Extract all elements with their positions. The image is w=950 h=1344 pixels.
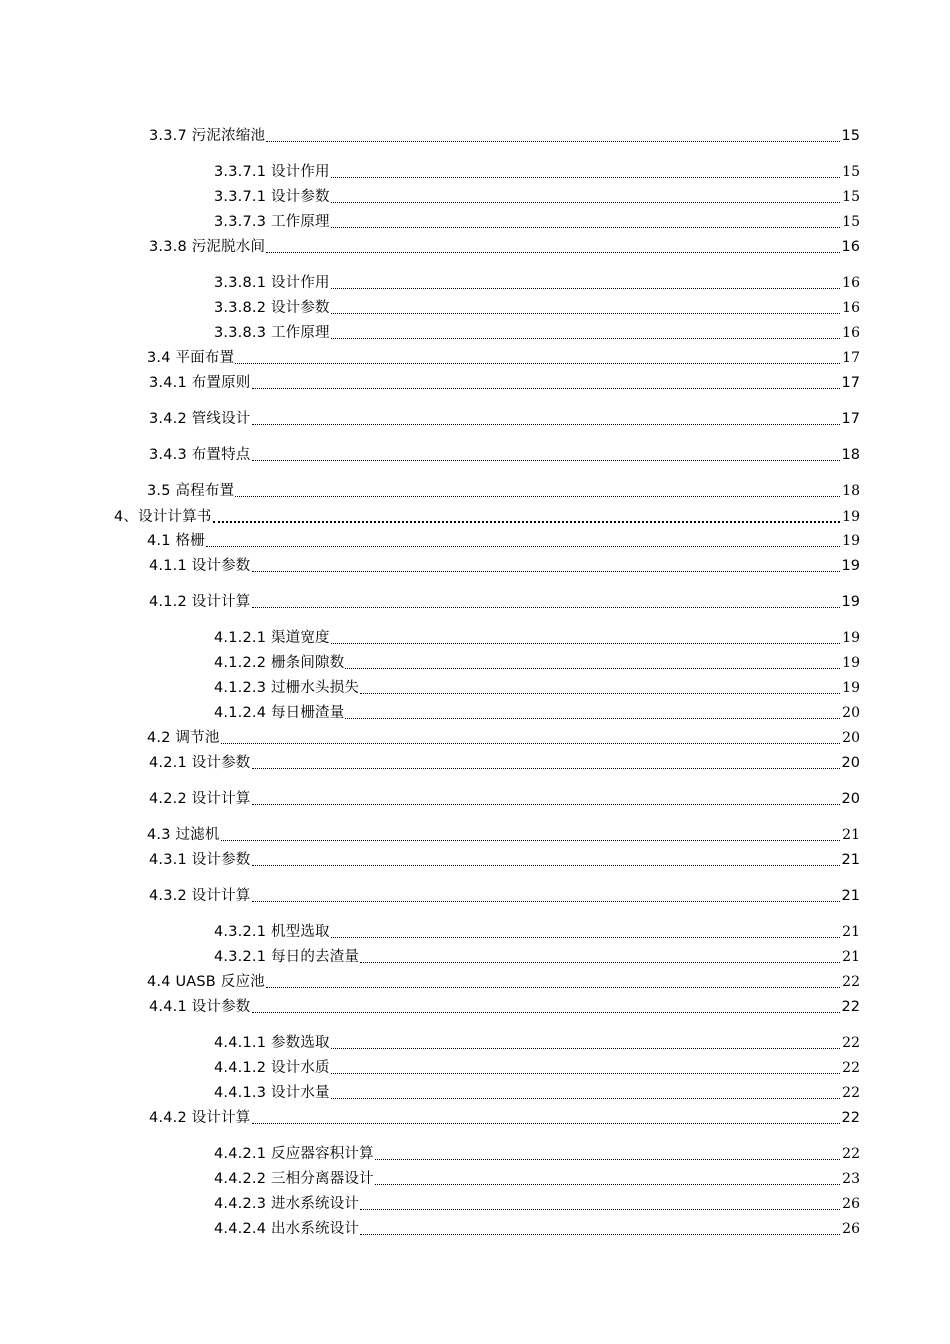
toc-entry-label: 3.3.8 污泥脱水间 xyxy=(149,239,266,255)
dot-leader xyxy=(252,571,840,572)
toc-entry-page: 17 xyxy=(841,375,860,391)
dot-leader xyxy=(235,363,840,364)
toc-entry-page: 15 xyxy=(842,214,860,230)
dot-leader xyxy=(252,424,840,425)
dot-leader xyxy=(331,227,840,228)
toc-entry-3-3-7[interactable] xyxy=(149,125,860,147)
toc-entry-label: 4.1 格栅 xyxy=(147,533,205,549)
dot-leader xyxy=(221,840,841,841)
toc-entry-4-2[interactable] xyxy=(147,727,860,749)
toc-entry-4-4-1-3[interactable] xyxy=(214,1082,860,1104)
toc-entry-4-3-2[interactable] xyxy=(149,885,860,907)
toc-entry-label: 3.3.7.3 工作原理 xyxy=(214,214,330,230)
dot-leader xyxy=(252,804,840,805)
toc-entry-label: 3.4.3 布置特点 xyxy=(149,447,251,463)
toc-entry-page: 19 xyxy=(842,630,860,646)
toc-entry-page: 21 xyxy=(842,924,860,940)
toc-entry-label: 3.5 高程布置 xyxy=(147,483,235,499)
toc-entry-4-3[interactable] xyxy=(147,824,860,846)
dot-leader xyxy=(252,460,840,461)
dot-leader xyxy=(252,607,840,608)
toc-entry-4-4[interactable] xyxy=(147,971,860,993)
dot-leader xyxy=(252,1012,840,1013)
toc-entry-4-1-2[interactable] xyxy=(149,591,860,613)
toc-entry-label: 4.4.1 设计参数 xyxy=(149,999,251,1015)
toc-entry-page: 22 xyxy=(841,1110,860,1126)
toc-entry-label: 4.4.2.2 三相分离器设计 xyxy=(214,1171,374,1187)
toc-entry-page: 19 xyxy=(842,533,860,549)
toc-entry-label: 4.4.1.2 设计水质 xyxy=(214,1060,330,1076)
toc-entry-label: 4.1.2.1 渠道宽度 xyxy=(214,630,330,646)
toc-entry-label: 4.4.1.1 参数选取 xyxy=(214,1035,330,1051)
toc-entry-page: 19 xyxy=(841,594,860,610)
toc-entry-4-3-1[interactable] xyxy=(149,849,860,871)
toc-entry-page: 18 xyxy=(842,483,860,499)
toc-entry-3-3-7-1[interactable] xyxy=(214,161,860,183)
dot-leader xyxy=(331,338,840,339)
toc-entry-label: 4.1.2.2 栅条间隙数 xyxy=(214,655,345,671)
toc-entry-3-3-7-3[interactable] xyxy=(214,211,860,233)
toc-entry-label: 4.3.2.1 机型选取 xyxy=(214,924,330,940)
dot-leader xyxy=(345,718,840,719)
toc-entry-3-4[interactable] xyxy=(147,347,860,369)
toc-entry-label: 3.4.2 管线设计 xyxy=(149,411,251,427)
toc-entry-page: 21 xyxy=(842,949,860,965)
dot-leader xyxy=(360,693,840,694)
toc-entry-label: 3.3.8.3 工作原理 xyxy=(214,325,330,341)
toc-entry-page: 22 xyxy=(841,999,860,1015)
toc-entry-4-4-1[interactable] xyxy=(149,996,860,1018)
dot-leader xyxy=(345,668,840,669)
toc-entry-label: 4.3.2.1 每日的去渣量 xyxy=(214,949,360,965)
toc-entry-4-3-2-1[interactable] xyxy=(214,921,860,943)
toc-entry-3-4-2[interactable] xyxy=(149,408,860,430)
toc-entry-page: 15 xyxy=(842,189,860,205)
toc-entry-4-2-1[interactable] xyxy=(149,752,860,774)
toc-entry-label: 4.1.1 设计参数 xyxy=(149,558,251,574)
dot-leader xyxy=(360,962,840,963)
toc-entry-label: 4.1.2.4 每日栅渣量 xyxy=(214,705,345,721)
toc-entry-4-4-2-1[interactable] xyxy=(214,1143,860,1165)
toc-entry-4-2-2[interactable] xyxy=(149,788,860,810)
toc-entry-page: 17 xyxy=(842,350,860,366)
toc-entry-page: 19 xyxy=(842,655,860,671)
toc-entry-label: 4.4.2.4 出水系统设计 xyxy=(214,1221,360,1237)
toc-entry-label: 4.1.2 设计计算 xyxy=(149,594,251,610)
toc-entry-4-4-1-2[interactable] xyxy=(214,1057,860,1079)
dot-leader xyxy=(331,177,840,178)
toc-entry-4-1-2-2[interactable] xyxy=(214,652,860,674)
toc-entry-label: 3.4 平面布置 xyxy=(147,350,235,366)
dot-leader xyxy=(331,1098,840,1099)
dot-leader xyxy=(331,1048,840,1049)
dot-leader xyxy=(360,1234,840,1235)
toc-entry-label: 4.4.1.3 设计水量 xyxy=(214,1085,330,1101)
toc-entry-4-4-2-4[interactable] xyxy=(214,1218,860,1240)
toc-entry-page: 20 xyxy=(842,705,860,721)
dot-leader xyxy=(252,388,840,389)
toc-entry-label: 4.4.2.3 进水系统设计 xyxy=(214,1196,360,1212)
toc-entry-3-3-8[interactable] xyxy=(149,236,860,258)
toc-entry-label: 4.3.1 设计参数 xyxy=(149,852,251,868)
toc-entry-page: 19 xyxy=(842,509,860,525)
dot-leader xyxy=(331,643,840,644)
toc-entry-page: 21 xyxy=(841,888,860,904)
toc-entry-label: 4、设计计算书 xyxy=(114,509,212,525)
toc-entry-page: 19 xyxy=(841,558,860,574)
dot-leader xyxy=(252,1123,840,1124)
toc-entry-label: 3.3.8.2 设计参数 xyxy=(214,300,330,316)
toc-entry-4-4-2[interactable] xyxy=(149,1107,860,1129)
toc-entry-3-3-8-2[interactable] xyxy=(214,297,860,319)
toc-entry-4-1-2-4[interactable] xyxy=(214,702,860,724)
toc-entry-page: 16 xyxy=(842,325,860,341)
toc-entry-label: 3.3.8.1 设计作用 xyxy=(214,275,330,291)
toc-entry-label: 4.4 UASB 反应池 xyxy=(147,974,265,990)
toc-entry-3-3-7-1b[interactable] xyxy=(214,186,860,208)
dot-leader xyxy=(331,313,840,314)
dot-leader xyxy=(331,1073,840,1074)
toc-entry-label: 4.2.2 设计计算 xyxy=(149,791,251,807)
toc-entry-page: 23 xyxy=(842,1171,860,1187)
toc-entry-label: 4.1.2.3 过栅水头损失 xyxy=(214,680,360,696)
dot-leader xyxy=(266,252,839,253)
toc-entry-3-4-3[interactable] xyxy=(149,444,860,466)
toc-entry-page: 22 xyxy=(842,974,860,990)
toc-entry-page: 15 xyxy=(841,128,860,144)
toc-entry-label: 4.4.2.1 反应器容积计算 xyxy=(214,1146,374,1162)
dot-leader xyxy=(235,496,840,497)
toc-entry-page: 26 xyxy=(842,1221,860,1237)
toc-entry-label: 3.3.7.1 设计参数 xyxy=(214,189,330,205)
dot-leader xyxy=(331,937,840,938)
toc-entry-label: 4.2.1 设计参数 xyxy=(149,755,251,771)
toc-entry-page: 21 xyxy=(841,852,860,868)
dot-leader xyxy=(252,865,840,866)
toc-entry-page: 20 xyxy=(842,730,860,746)
toc-entry-label: 4.4.2 设计计算 xyxy=(149,1110,251,1126)
dot-leader xyxy=(252,901,840,902)
dot-leader xyxy=(206,546,840,547)
toc-entry-page: 20 xyxy=(841,791,860,807)
toc-entry-page: 16 xyxy=(842,300,860,316)
toc-entry-page: 21 xyxy=(842,827,860,843)
toc-entry-3-4-1[interactable] xyxy=(149,372,860,394)
toc-entry-4-4-2-3[interactable] xyxy=(214,1193,860,1215)
toc-entry-label: 3.3.7 污泥浓缩池 xyxy=(149,128,266,144)
dot-leader xyxy=(331,288,840,289)
toc-entry-4-4-2-2[interactable] xyxy=(214,1168,860,1190)
toc-entry-3-5[interactable] xyxy=(147,480,860,502)
toc-entry-page: 20 xyxy=(841,755,860,771)
toc-entry-page: 16 xyxy=(841,239,860,255)
toc-entry-4-1-1[interactable] xyxy=(149,555,860,577)
toc-entry-4-1-2-3[interactable] xyxy=(214,677,860,699)
toc-entry-label: 4.2 调节池 xyxy=(147,730,220,746)
dot-leader xyxy=(375,1184,840,1185)
toc-entry-page: 22 xyxy=(842,1146,860,1162)
toc-entry-4-1-2-1[interactable] xyxy=(214,627,860,649)
toc-entry-4-1[interactable] xyxy=(147,530,860,552)
toc-entry-4-3-2-1b[interactable] xyxy=(214,946,860,968)
toc-entry-label: 4.3.2 设计计算 xyxy=(149,888,251,904)
toc-entry-page: 19 xyxy=(842,680,860,696)
dot-leader xyxy=(266,987,840,988)
dot-leader xyxy=(266,141,839,142)
toc-entry-4-4-1-1[interactable] xyxy=(214,1032,860,1054)
toc-entry-page: 22 xyxy=(842,1060,860,1076)
dot-leader xyxy=(213,521,841,523)
toc-entry-page: 22 xyxy=(842,1085,860,1101)
toc-entry-4[interactable] xyxy=(114,506,860,528)
toc-entry-3-3-8-1[interactable] xyxy=(214,272,860,294)
toc-entry-page: 15 xyxy=(842,164,860,180)
dot-leader xyxy=(331,202,840,203)
toc-entry-page: 22 xyxy=(842,1035,860,1051)
toc-entry-label: 3.3.7.1 设计作用 xyxy=(214,164,330,180)
dot-leader xyxy=(221,743,841,744)
dot-leader xyxy=(375,1159,840,1160)
toc-entry-page: 16 xyxy=(842,275,860,291)
toc-entry-page: 26 xyxy=(842,1196,860,1212)
toc-entry-page: 17 xyxy=(841,411,860,427)
toc-entry-label: 3.4.1 布置原则 xyxy=(149,375,251,391)
dot-leader xyxy=(360,1209,840,1210)
toc-entry-label: 4.3 过滤机 xyxy=(147,827,220,843)
dot-leader xyxy=(252,768,840,769)
toc-entry-page: 18 xyxy=(841,447,860,463)
toc-entry-3-3-8-3[interactable] xyxy=(214,322,860,344)
